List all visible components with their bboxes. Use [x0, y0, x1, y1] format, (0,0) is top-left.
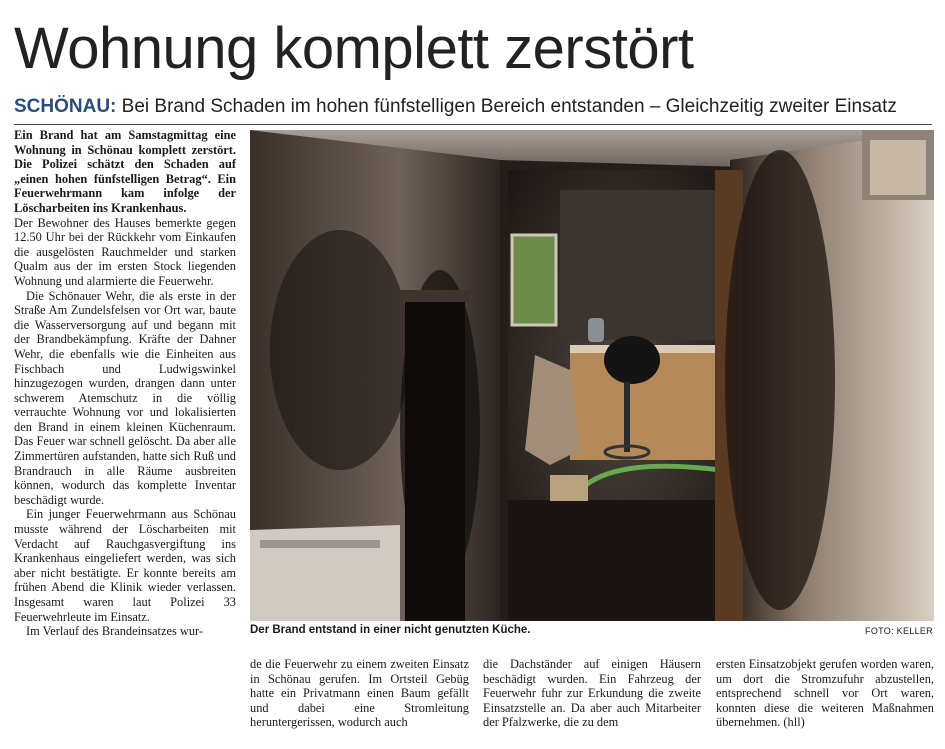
subheadline	[14, 96, 897, 118]
article-column-1	[14, 128, 236, 639]
headline: Wohnung komplett zerstört	[14, 16, 694, 81]
article-paragraph: Der Bewohner des Hauses bemerkte gegen 12.50 Uhr bei der Rückkehr vom Einkaufen die ausgelösten Rauchmelder und starken Qualm aus der im ersten Stock liegenden Wohnung und alarmierte die Feuerwehr.	[14, 215, 236, 288]
article-paragraph: Ein junger Feuerwehrmann aus Schönau musste während der Löscharbeiten mit Verdacht auf Rauchgasvergiftung ins Krankenhaus eingeliefert werden, was sich aber nicht bestätigte. Er konnte bereits am frühen Abend die Klinik wieder verlassen. Insgesamt waren laut Polizei 33 Feuerwehrleute im Einsatz.	[14, 507, 236, 624]
article-paragraph: Die Schönauer Wehr, die als erste in der Straße Am Zundelsfelsen vor Ort war, baute die Wasserversorgung auf und begann mit der Brandbekämpfung. Kräfte der Dahner Wehr, die ebenfalls wie die Einheiten aus Fischbach und Ludwigswinkel hinzugezogen wurden, drangen dann unter schwerem Atemschutz in die völlig verrauchte Wohnung vor und lokalisierten den Brand in einem kleinen Küchenraum. Das Feuer war schnell gelöscht. Da aber alle Zimmertüren aufstanden, hatte sich Ruß und Brandrauch in alle Räume ausbreiten können, wodurch das komplette Inventar beschädigt wurde.	[14, 288, 236, 507]
header-divider	[14, 124, 932, 125]
photo-credit: FOTO: KELLER	[865, 626, 933, 636]
article-paragraph: de die Feuerwehr zu einem zweiten Einsatz in Schönau gerufen. Im Ortsteil Gebüg hatte ein Privatmann einen Baum gefällt und dabei eine Stromleitung heruntergerissen, wodurch auch	[250, 657, 469, 730]
article-paragraph: Im Verlauf des Brandeinsatzes wur-	[26, 624, 204, 639]
article-column-2	[250, 657, 469, 730]
article-paragraph: die Dachständer auf einigen Häusern beschädigt wurden. Ein Fahrzeug der Feuerwehr fuhr zur Erkundung die zweite Einsatzstelle an. Da aber auch Mitarbeiter der Pfalzwerke, die zu dem	[483, 657, 701, 730]
article-column-4	[716, 657, 934, 730]
article-lead: Ein Brand hat am Samstagmittag eine Wohnung in Schönau komplett zerstört. Die Polizei schätzt den Schaden auf „einen hohen fünfstelligen Betrag“. Ein Feuerwehrmann kam infolge der Löscharbeiten ins Krankenhaus.	[14, 128, 236, 215]
location-kicker: SCHÖNAU:	[14, 96, 117, 117]
photo-caption: Der Brand entstand in einer nicht genutzten Küche.	[250, 624, 531, 636]
article-paragraph: ersten Einsatzobjekt gerufen worden waren, um dort die Stromzufuhr abzustellen, entsprechend schnell vor Ort waren, konnten diese die weiteren Maßnahmen übernehmen. (hll)	[716, 657, 934, 730]
article-column-3	[483, 657, 701, 730]
fire-damage-photo	[250, 130, 934, 621]
subheadline-text: Bei Brand Schaden im hohen fünfstelligen Bereich entstanden – Gleichzeitig zweiter Einsatz	[116, 96, 897, 117]
